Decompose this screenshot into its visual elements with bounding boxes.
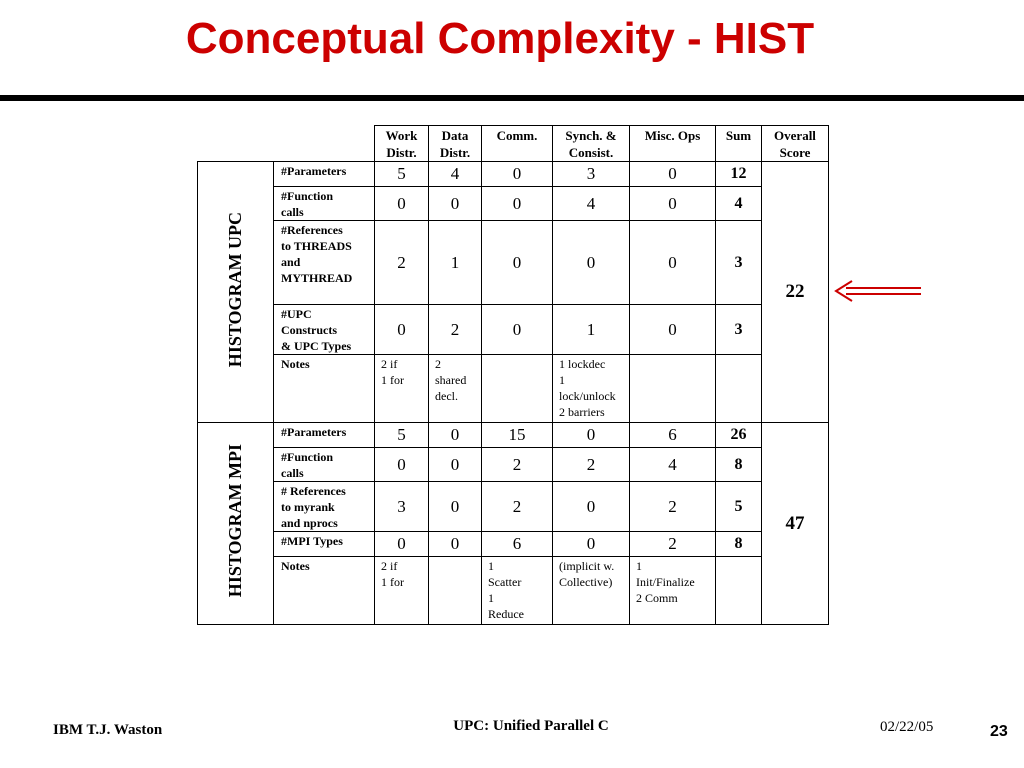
value-cell: 0 xyxy=(630,187,716,221)
group-label xyxy=(198,423,274,625)
table-row xyxy=(198,423,829,448)
value-cell: 15 xyxy=(482,423,553,448)
value-cell: 0 xyxy=(429,187,482,221)
notes-label: Notes xyxy=(274,557,375,625)
row-label: #Function calls xyxy=(274,187,375,221)
value-cell: 0 xyxy=(553,423,630,448)
notes-label: Notes xyxy=(274,355,375,423)
value-cell: 0 xyxy=(630,221,716,305)
column-header: Synch. & Consist. xyxy=(553,126,630,162)
note-cell: 1 lockdec 1 lock/unlock 2 barriers xyxy=(553,355,630,423)
value-cell: 4 xyxy=(630,448,716,482)
header-blank xyxy=(198,126,375,162)
sum-cell: 3 xyxy=(716,221,762,305)
table-row xyxy=(198,448,829,482)
overall-score: 22 xyxy=(762,162,829,423)
note-cell: 2 if 1 for xyxy=(375,557,429,625)
value-cell: 0 xyxy=(375,448,429,482)
table-row xyxy=(198,305,829,355)
group-label-text: HISTOGRAM UPC xyxy=(225,211,245,368)
row-label: #Function calls xyxy=(274,448,375,482)
row-label: #UPC Constructs & UPC Types xyxy=(274,305,375,355)
row-label: #MPI Types xyxy=(274,532,375,557)
note-cell: 1 Scatter 1 Reduce xyxy=(482,557,553,625)
sum-cell: 4 xyxy=(716,187,762,221)
sum-cell: 8 xyxy=(716,448,762,482)
column-header: Misc. Ops xyxy=(630,126,716,162)
value-cell: 1 xyxy=(553,305,630,355)
value-cell: 5 xyxy=(375,423,429,448)
notes-row xyxy=(198,355,829,423)
footer-organization: IBM T.J. Waston xyxy=(53,722,163,738)
table-body xyxy=(198,126,829,625)
value-cell: 0 xyxy=(375,532,429,557)
note-cell xyxy=(630,355,716,423)
value-cell: 0 xyxy=(429,423,482,448)
sum-cell: 12 xyxy=(716,162,762,187)
note-cell xyxy=(482,355,553,423)
value-cell: 0 xyxy=(630,305,716,355)
note-cell: 2 if 1 for xyxy=(375,355,429,423)
value-cell: 2 xyxy=(553,448,630,482)
value-cell: 4 xyxy=(429,162,482,187)
table-row xyxy=(198,187,829,221)
note-sum-cell xyxy=(716,355,762,423)
value-cell: 0 xyxy=(482,162,553,187)
footer-date: 02/22/05 xyxy=(880,719,934,735)
value-cell: 5 xyxy=(375,162,429,187)
table-row xyxy=(198,162,829,187)
value-cell: 2 xyxy=(482,482,553,532)
left-arrow-icon xyxy=(828,278,928,304)
value-cell: 2 xyxy=(630,532,716,557)
column-header: Sum xyxy=(716,126,762,162)
sum-cell: 5 xyxy=(716,482,762,532)
value-cell: 2 xyxy=(375,221,429,305)
row-label: # References to myrank and nprocs xyxy=(274,482,375,532)
value-cell: 4 xyxy=(553,187,630,221)
value-cell: 0 xyxy=(630,162,716,187)
value-cell: 2 xyxy=(482,448,553,482)
footer-title: UPC: Unified Parallel C xyxy=(453,718,609,734)
complexity-table xyxy=(197,125,829,625)
group-label-text: HISTOGRAM MPI xyxy=(225,444,245,598)
value-cell: 0 xyxy=(553,221,630,305)
value-cell: 6 xyxy=(630,423,716,448)
row-label: #Parameters xyxy=(274,423,375,448)
value-cell: 0 xyxy=(375,305,429,355)
value-cell: 1 xyxy=(429,221,482,305)
group-label xyxy=(198,162,274,423)
header-row xyxy=(198,126,829,162)
slide-title: Conceptual Complexity - HIST xyxy=(185,14,815,63)
value-cell: 0 xyxy=(375,187,429,221)
note-cell xyxy=(429,557,482,625)
note-cell: (implicit w. Collective) xyxy=(553,557,630,625)
sum-cell: 8 xyxy=(716,532,762,557)
value-cell: 0 xyxy=(429,532,482,557)
table-row xyxy=(198,221,829,305)
column-header: Comm. xyxy=(482,126,553,162)
note-cell: 1 Init/Finalize 2 Comm xyxy=(630,557,716,625)
column-header: Overall Score xyxy=(762,126,829,162)
sum-cell: 26 xyxy=(716,423,762,448)
value-cell: 6 xyxy=(482,532,553,557)
value-cell: 0 xyxy=(482,187,553,221)
value-cell: 0 xyxy=(429,482,482,532)
value-cell: 3 xyxy=(553,162,630,187)
value-cell: 0 xyxy=(482,221,553,305)
column-header: Data Distr. xyxy=(429,126,482,162)
title-divider xyxy=(0,95,1024,101)
value-cell: 2 xyxy=(630,482,716,532)
table-row xyxy=(198,532,829,557)
value-cell: 2 xyxy=(429,305,482,355)
table-row xyxy=(198,482,829,532)
sum-cell: 3 xyxy=(716,305,762,355)
value-cell: 0 xyxy=(429,448,482,482)
column-header: Work Distr. xyxy=(375,126,429,162)
overall-score: 47 xyxy=(762,423,829,625)
value-cell: 3 xyxy=(375,482,429,532)
row-label: #References to THREADS and MYTHREAD xyxy=(274,221,375,305)
note-cell: 2 shared decl. xyxy=(429,355,482,423)
notes-row xyxy=(198,557,829,625)
value-cell: 0 xyxy=(482,305,553,355)
value-cell: 0 xyxy=(553,482,630,532)
page-number: 23 xyxy=(990,723,1008,740)
row-label: #Parameters xyxy=(274,162,375,187)
note-sum-cell xyxy=(716,557,762,625)
value-cell: 0 xyxy=(553,532,630,557)
